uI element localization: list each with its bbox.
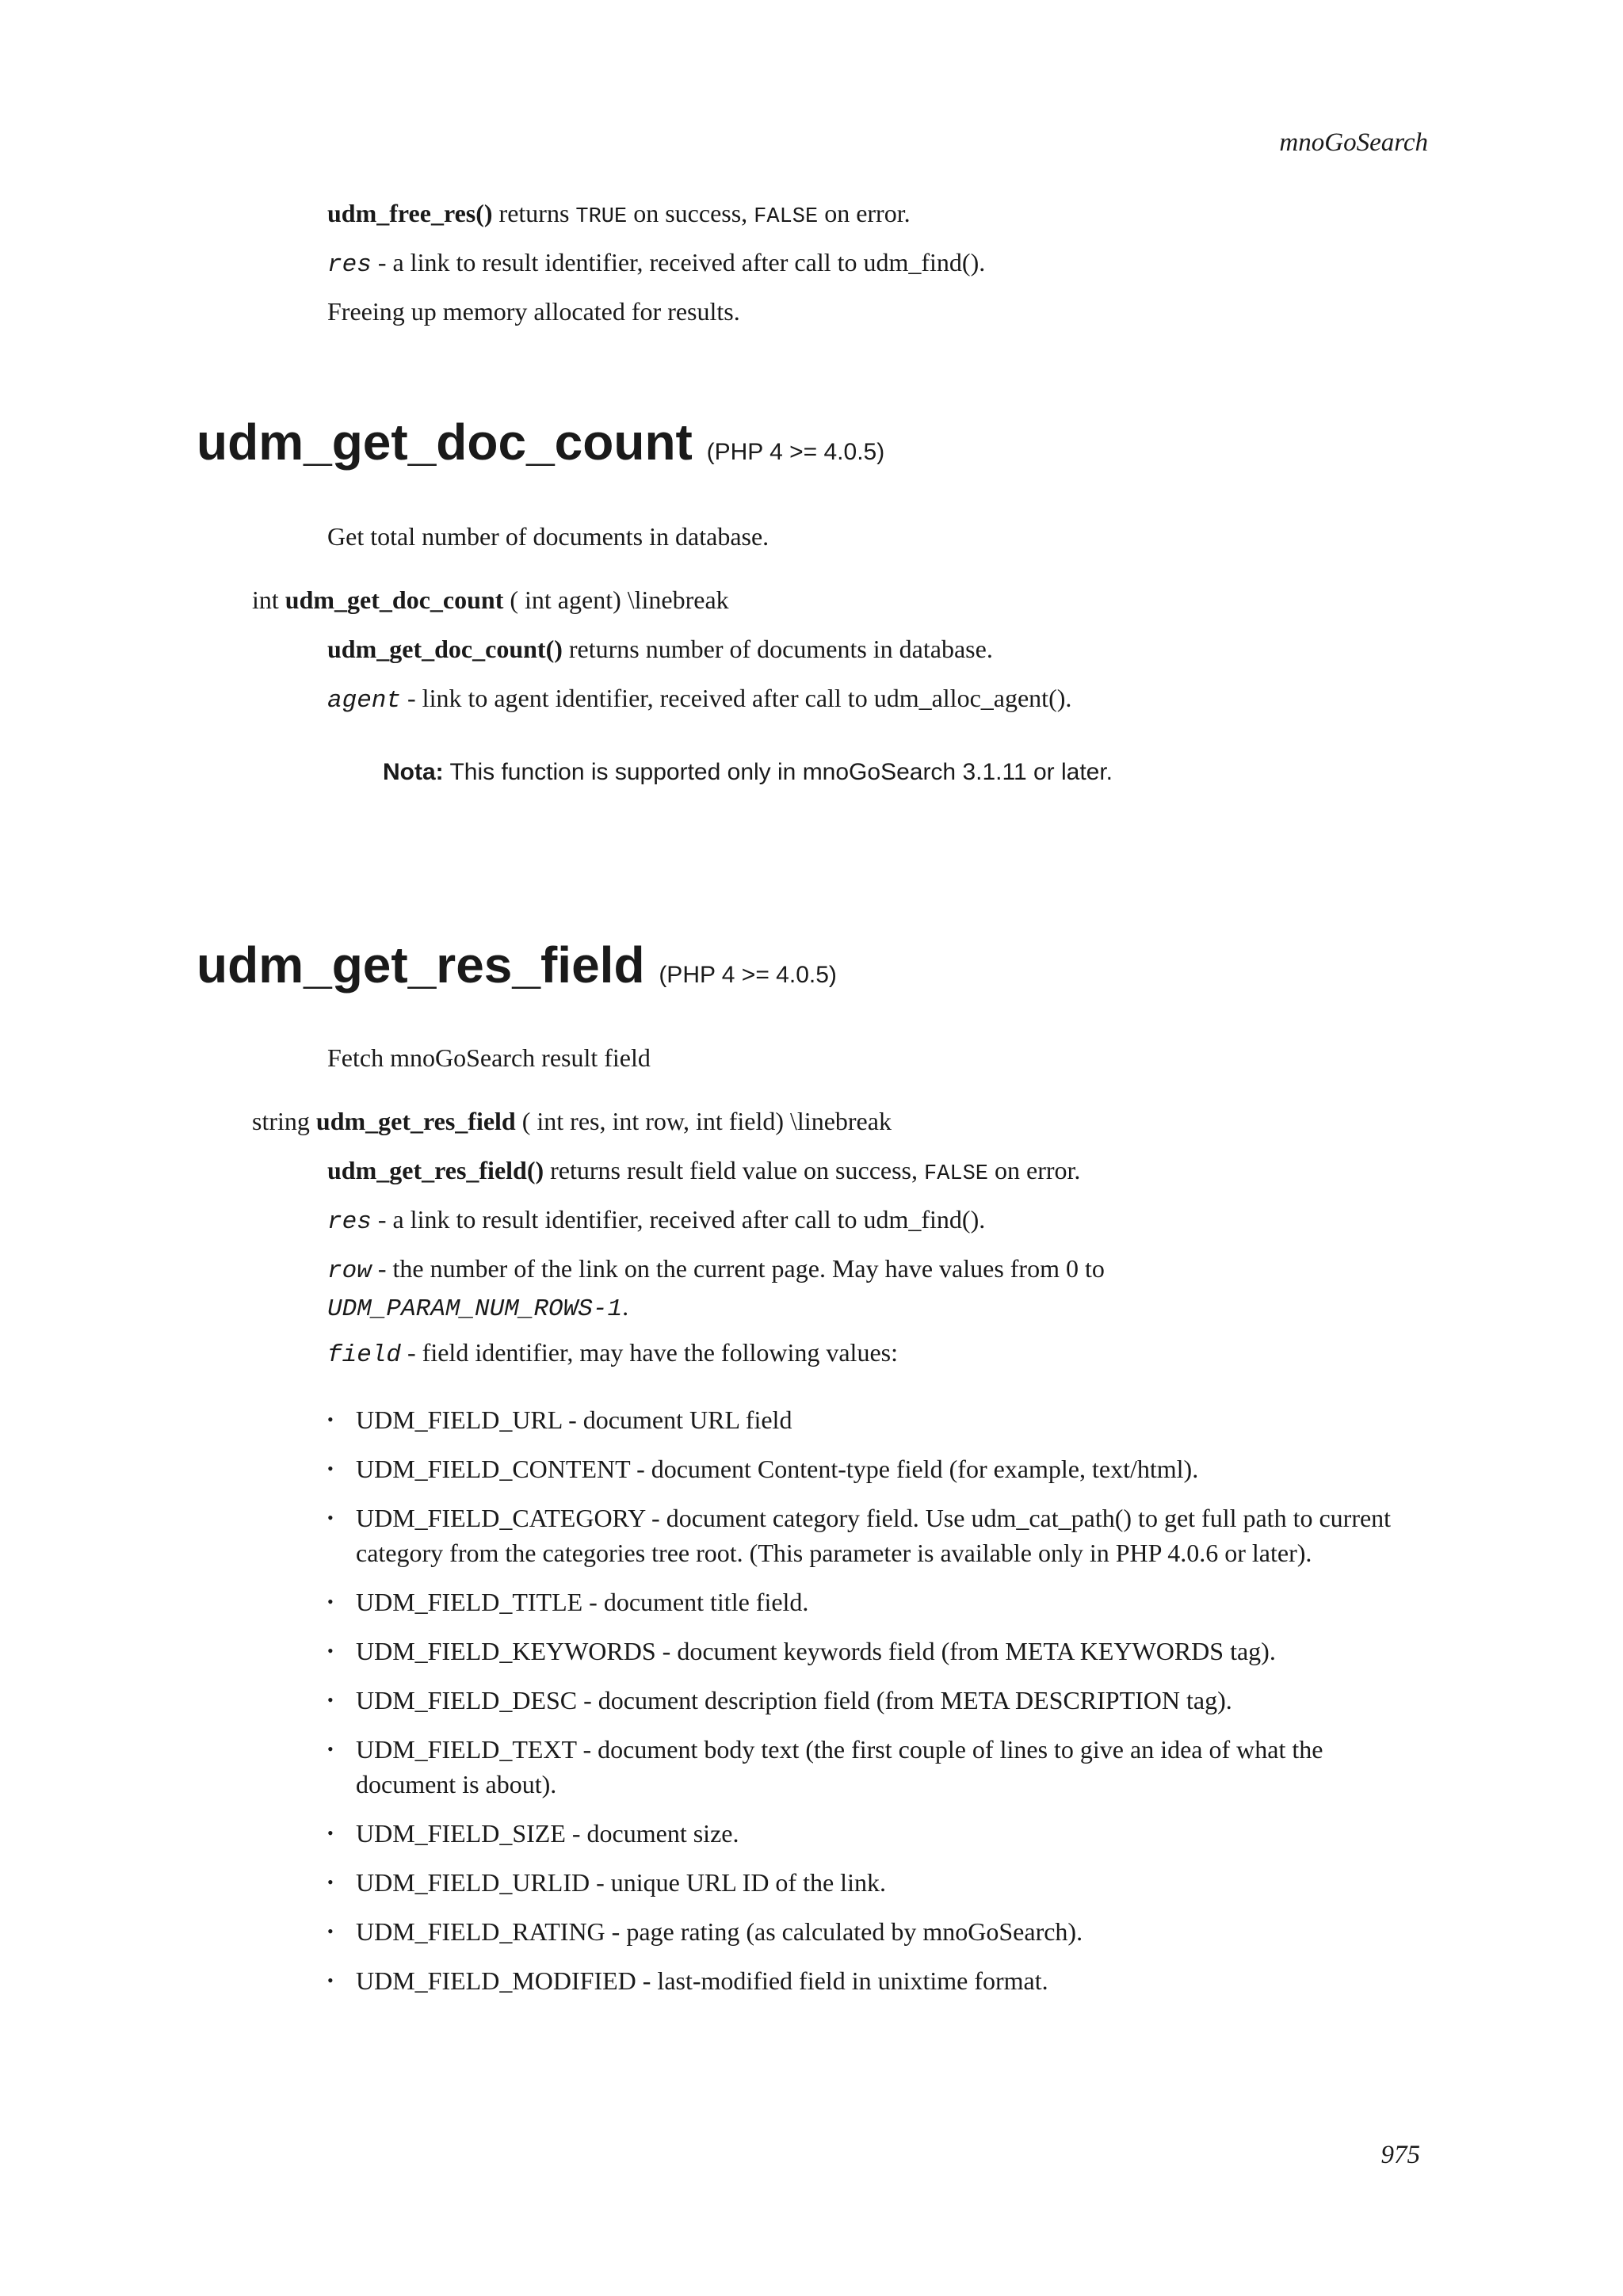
bullet-icon: • [327, 1921, 334, 1941]
list-item: • UDM_FIELD_TEXT - document body text (the first couple of lines to give an idea of what the document is about). [327, 1732, 1421, 1802]
list-item: • UDM_FIELD_RATING - page rating (as calculated by mnoGoSearch). [327, 1914, 1421, 1949]
list-item: • UDM_FIELD_URLID - unique URL ID of the link. [327, 1865, 1421, 1900]
bullet-icon: • [327, 1459, 334, 1478]
param-name: agent [327, 687, 402, 715]
version-label: (PHP 4 >= 4.0.5) [706, 439, 885, 465]
get-res-field-param-row: row - the number of the link on the current page. May have values from 0 to UDM_PARAM_NUM_ROWS-1. [327, 1254, 1105, 1323]
row-constant: UDM_PARAM_NUM_ROWS-1 [327, 1295, 623, 1323]
param-name: res [327, 251, 372, 279]
bullet-icon: • [327, 1690, 334, 1710]
list-item: • UDM_FIELD_CONTENT - document Content-type field (for example, text/html). [327, 1451, 1421, 1486]
bullet-icon: • [327, 1508, 334, 1527]
free-res-param: res - a link to result identifier, received after call to udm_find(). [327, 248, 986, 279]
list-item: • UDM_FIELD_DESC - document description field (from META DESCRIPTION tag). [327, 1683, 1421, 1718]
bullet-icon: • [327, 1409, 334, 1429]
get-doc-count-return: udm_get_doc_count() returns number of documents in database. [327, 635, 993, 663]
list-item: • UDM_FIELD_CATEGORY - document category field. Use udm_cat_path() to get full path to current category from the categories tree root. (This parameter is available only in PHP 4.0.6 or later). [327, 1501, 1421, 1570]
list-item: • UDM_FIELD_URL - document URL field [327, 1402, 1421, 1437]
bullet-icon: • [327, 1592, 334, 1611]
section-title-get-doc-count: udm_get_doc_count (PHP 4 >= 4.0.5) [197, 414, 885, 471]
bullet-icon: • [327, 1970, 334, 1990]
list-item: • UDM_FIELD_SIZE - document size. [327, 1816, 1421, 1851]
list-item: • UDM_FIELD_KEYWORDS - document keywords field (from META KEYWORDS tag). [327, 1634, 1421, 1669]
get-doc-count-param: agent - link to agent identifier, received after call to udm_alloc_agent(). [327, 684, 1072, 715]
bullet-icon: • [327, 1872, 334, 1892]
get-doc-count-prototype: int udm_get_doc_count ( int agent) \linebreak [252, 585, 729, 614]
bullet-icon: • [327, 1823, 334, 1843]
false-constant: FALSE [754, 205, 819, 229]
get-res-field-prototype: string udm_get_res_field ( int res, int row, int field) \linebreak [252, 1107, 892, 1135]
get-res-field-param-res: res - a link to result identifier, received after call to udm_find(). [327, 1205, 986, 1236]
list-item: • UDM_FIELD_MODIFIED - last-modified field in unixtime format. [327, 1963, 1421, 1998]
get-doc-count-summary: Get total number of documents in database. [327, 522, 769, 551]
note: Nota: This function is supported only in mnoGoSearch 3.1.11 or later. [383, 759, 1113, 785]
version-label: (PHP 4 >= 4.0.5) [659, 962, 837, 988]
list-item: • UDM_FIELD_TITLE - document title field. [327, 1585, 1421, 1619]
bullet-icon: • [327, 1641, 334, 1661]
free-res-return: udm_free_res() returns TRUE on success, FALSE on error. [327, 199, 911, 229]
param-name: row [327, 1257, 372, 1285]
false-constant: FALSE [924, 1162, 989, 1186]
param-name: res [327, 1208, 372, 1236]
running-header: mnoGoSearch [1279, 128, 1428, 157]
bullet-icon: • [327, 1739, 334, 1759]
get-res-field-summary: Fetch mnoGoSearch result field [327, 1043, 651, 1072]
get-res-field-return: udm_get_res_field() returns result field value on success, FALSE on error. [327, 1156, 1081, 1186]
section-title-get-res-field: udm_get_res_field (PHP 4 >= 4.0.5) [197, 936, 837, 994]
note-label: Nota: [383, 759, 444, 785]
page-number: 975 [1381, 2141, 1420, 2169]
get-res-field-param-field: field - field identifier, may have the following values: [327, 1338, 898, 1369]
param-name: field [327, 1341, 402, 1369]
field-values-list [327, 1402, 1421, 2012]
function-name: udm_free_res() [327, 199, 493, 227]
free-res-description: Freeing up memory allocated for results. [327, 297, 740, 326]
true-constant: TRUE [575, 205, 628, 229]
